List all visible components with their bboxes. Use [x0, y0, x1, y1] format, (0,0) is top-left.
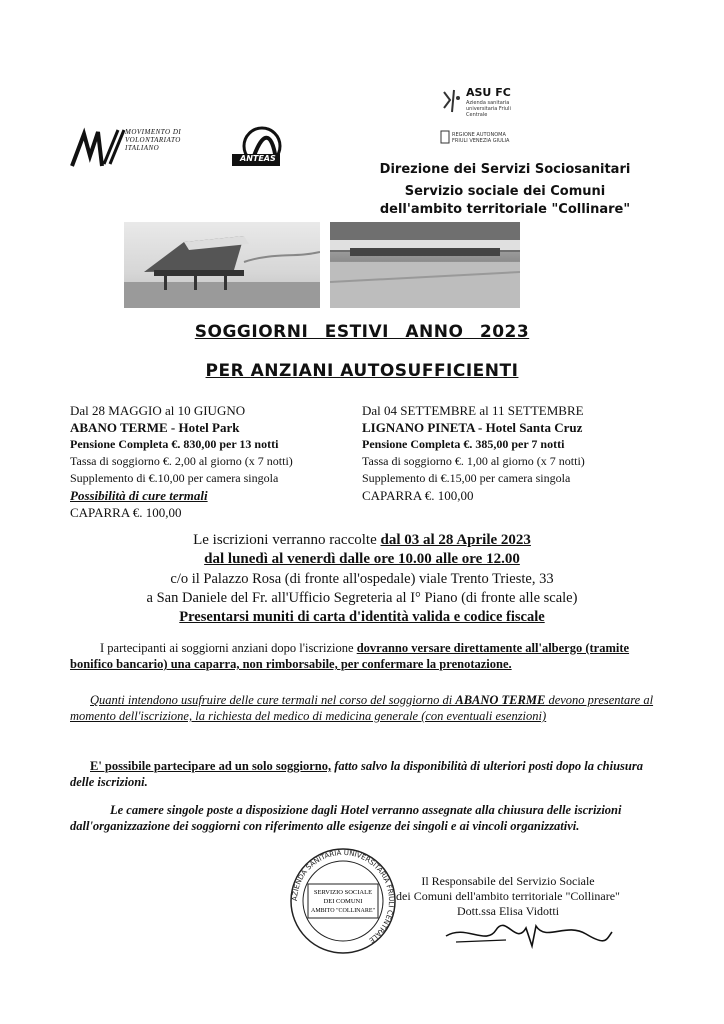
fvg-text: REGIONE AUTONOMA FRIULI VENEZIA GIULIA — [452, 132, 510, 144]
registration-hours: dal lunedì al venerdì dalle ore 10.00 alle ore 12.00 — [204, 551, 520, 567]
official-stamp — [288, 846, 398, 956]
main-title: SOGGIORNI ESTIVI ANNO 2023 — [194, 322, 530, 342]
anteas-logo-icon — [232, 120, 292, 176]
stamp-inner-3: AMBITO "COLLINARE" — [311, 908, 375, 914]
building-on-pier-image — [124, 222, 320, 308]
left-tax: Tassa di soggiorno €. 2,00 al giorno (x 7 notti) — [70, 454, 293, 468]
asu-subtitle: Azienda sanitaria universitaria Friuli Centrale — [466, 100, 511, 118]
stamp-inner-1: SERVIZIO SOCIALE — [313, 889, 373, 896]
asu-logo-icon — [440, 86, 464, 116]
service-line-1: Servizio sociale dei Comuni — [404, 184, 606, 199]
right-deposit: CAPARRA €. 100,00 — [362, 488, 474, 503]
asu-logo — [440, 86, 560, 156]
paragraph-spa-a: Quanti intendono usufruire delle cure termali nel corso del soggiorno di — [90, 693, 456, 707]
photo-abano-terme — [124, 222, 320, 308]
left-column — [70, 402, 360, 521]
signature-line-1: Il Responsabile del Servizio Sociale — [421, 874, 595, 888]
handwritten-signature — [436, 916, 616, 956]
paragraph-spa — [70, 692, 654, 724]
paragraph-spa-b: ABANO TERME — [455, 693, 546, 707]
stamp-seal-icon — [288, 846, 398, 956]
paragraph-deposit — [70, 640, 654, 672]
paragraph-one-stay-bold: E' possibile partecipare ad un solo soggiorno, — [90, 759, 332, 773]
subtitle: PER ANZIANI AUTOSUFFICIENTI — [205, 361, 519, 381]
right-dates: Dal 04 SETTEMBRE al 11 SETTEMBRE — [362, 403, 584, 418]
service-line-2: dell'ambito territoriale "Collinare" — [379, 202, 631, 217]
left-dates: Dal 28 MAGGIO al 10 GIUGNO — [70, 403, 246, 418]
signature-block — [388, 874, 628, 919]
left-location: ABANO TERME - Hotel Park — [70, 420, 240, 435]
registration-office: a San Daniele del Fr. all'Ufficio Segreteria al I° Piano (di fronte alle scale) — [146, 590, 578, 606]
fvg-emblem-icon — [440, 130, 450, 144]
registration-address: c/o il Palazzo Rosa (di fronte all'ospedale) viale Trento Trieste, 33 — [170, 571, 554, 587]
mv-logo-text: MOVIMENTO DI VOLONTARIATO ITALIANO — [125, 128, 182, 152]
right-location: LIGNANO PINETA - Hotel Santa Cruz — [362, 420, 583, 435]
mv-logo-icon — [70, 126, 130, 176]
paragraph-deposit-bold: dovranno versare direttamente all'albergo (tramite bonifico bancario) una caparra, non rimborsabile, per confermare la prenotazione. — [70, 641, 630, 671]
right-column — [362, 402, 662, 504]
photo-lignano-pineta — [330, 222, 520, 308]
paragraph-deposit-plain: I partecipanti ai soggiorni anziani dopo l'iscrizione — [100, 641, 357, 655]
registration-dates: dal 03 al 28 Aprile 2023 — [380, 532, 531, 548]
direction-title: Direzione dei Servizi Sociosanitari — [379, 162, 631, 177]
right-tax: Tassa di soggiorno €. 1,00 al giorno (x 7 notti) — [362, 454, 585, 468]
paragraph-spa-c: devono presentare al momento dell'iscrizione, la richiesta del medico di medicina generale (con eventuali esenzioni) — [70, 693, 654, 723]
asu-title: ASU FC — [466, 86, 511, 99]
seaside-terrace-image — [330, 222, 520, 308]
paragraph-one-stay-rest: fatto salvo la disponibilità di ulteriori posti dopo la chiusura delle iscrizioni. — [70, 759, 643, 789]
signature-scribble-icon — [436, 916, 616, 956]
stamp-ring-text: AZIENDA SANITARIA UNIVERSITARIA FRIULI CENTRALE — [290, 848, 396, 945]
registration-documents: Presentarsi muniti di carta d'identità valida e codice fiscale — [179, 609, 545, 625]
registration-prefix: Le iscrizioni verranno raccolte — [193, 532, 381, 548]
paragraph-one-stay — [70, 758, 654, 790]
anteas-label: ANTEAS — [240, 154, 276, 163]
left-price: Pensione Completa €. 830,00 per 13 notti — [70, 437, 279, 451]
signature-line-2: dei Comuni dell'ambito territoriale "Collinare" — [396, 889, 620, 903]
paragraph-single-rooms: Le camere singole poste a disposizione dagli Hotel verranno assegnate alla chiusura delle iscrizioni dall'organizzazione dei soggiorni con riferimento alle esigenze dei singoli e ai vincoli organizzativi. — [70, 803, 622, 833]
signature-line-3: Dott.ssa Elisa Vidotti — [456, 904, 560, 918]
right-price: Pensione Completa €. 385,00 per 7 notti — [362, 437, 565, 451]
left-spa-note: Possibilità di cure termali — [70, 488, 208, 503]
registration-line-1 — [0, 532, 724, 549]
anteas-logo — [232, 120, 292, 176]
left-single-supplement: Supplemento di €.10,00 per camera singola — [70, 471, 279, 485]
left-deposit: CAPARRA €. 100,00 — [70, 505, 182, 520]
right-single-supplement: Supplemento di €.15,00 per camera singola — [362, 471, 571, 485]
stamp-inner-2: DEI COMUNI — [323, 898, 363, 905]
